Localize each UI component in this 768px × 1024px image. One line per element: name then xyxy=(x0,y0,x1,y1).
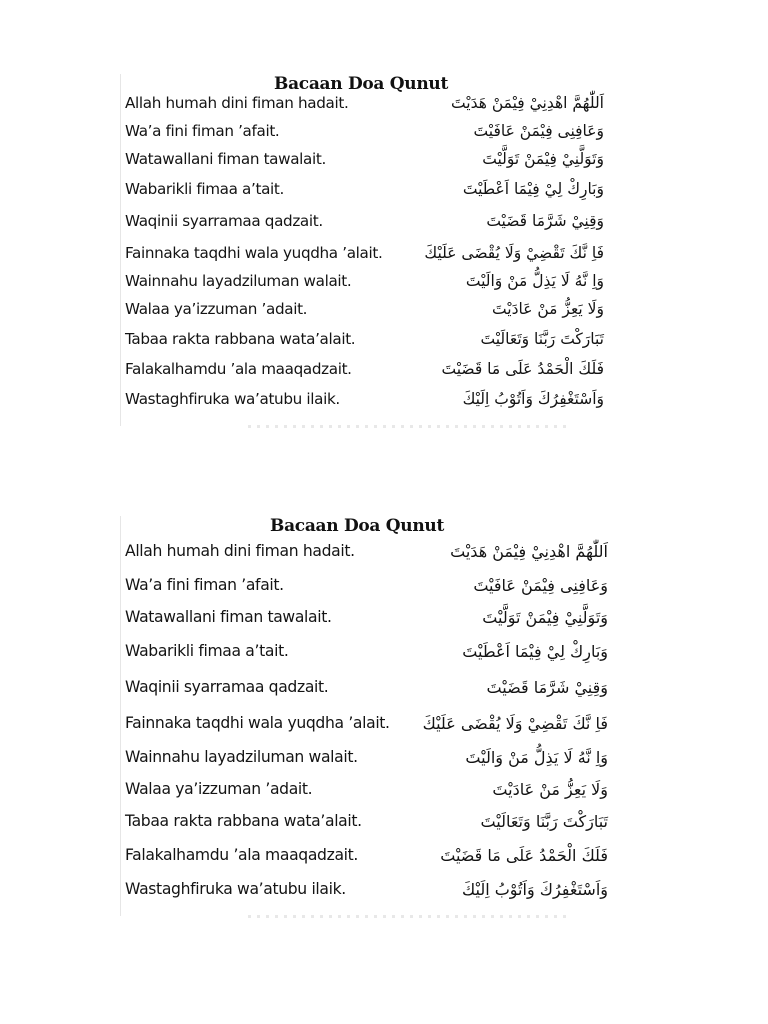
prayer-line xyxy=(120,212,608,238)
arabic-text: تَبَارَكْتَ رَبَّنَا وَتَعَالَيْتَ xyxy=(480,330,604,348)
arabic-text: فَلَكَ الْحَمْدُ عَلَى مَا قَضَيْتَ xyxy=(441,360,604,378)
prayer-line xyxy=(120,542,608,568)
transliteration-text: Wastaghfiruka wa’atubu ilaik. xyxy=(125,880,346,898)
prayer-line xyxy=(120,330,608,356)
doa-qunut-panel-top xyxy=(120,74,608,426)
prayer-line xyxy=(120,244,608,270)
arabic-text: وَاِ نَّهُ لَا يَذِلُّ مَنْ وَالَيْتَ xyxy=(465,748,608,767)
doa-qunut-panel-bottom xyxy=(120,516,608,916)
arabic-text: وَعَافِنِى فِيْمَنْ عَافَيْتَ xyxy=(473,576,608,595)
transliteration-text: Falakalhamdu ’ala maaqadzait. xyxy=(125,846,358,864)
scan-artifact xyxy=(248,425,568,428)
transliteration-text: Walaa ya’izzuman ’adait. xyxy=(125,300,308,318)
transliteration-text: Watawallani fiman tawalait. xyxy=(125,150,326,168)
transliteration-text: Watawallani fiman tawalait. xyxy=(125,608,332,626)
arabic-text: فَاِ نَّكَ تَقْضِيْ وَلَا يُقْضَى عَلَيْكَ xyxy=(422,714,608,733)
transliteration-text: Tabaa rakta rabbana wata’alait. xyxy=(125,812,362,830)
arabic-text: وَتَوَلَّنِيْ فِيْمَنْ تَوَلَّيْتَ xyxy=(482,150,604,168)
prayer-line xyxy=(120,642,608,668)
prayer-line xyxy=(120,714,608,740)
prayer-line xyxy=(120,180,608,206)
transliteration-text: Tabaa rakta rabbana wata’alait. xyxy=(125,330,356,348)
transliteration-text: Allah humah dini fiman hadait. xyxy=(125,542,355,560)
arabic-text: وَاَسْتَغْفِرُكَ وَاَتُوْبُ اِلَيْكَ xyxy=(462,390,604,408)
transliteration-text: Wainnahu layadziluman walait. xyxy=(125,272,352,290)
panel-title: Bacaan Doa Qunut xyxy=(270,516,444,536)
arabic-text: فَاِ نَّكَ تَقْضِيْ وَلَا يُقْضَى عَلَيْكَ xyxy=(424,244,604,262)
prayer-line xyxy=(120,880,608,906)
transliteration-text: Wa’a fini fiman ’afait. xyxy=(125,122,280,140)
transliteration-text: Wastaghfiruka wa’atubu ilaik. xyxy=(125,390,340,408)
transliteration-text: Waqinii syarramaa qadzait. xyxy=(125,212,323,230)
prayer-line xyxy=(120,608,608,634)
arabic-text: وَاَسْتَغْفِرُكَ وَاَتُوْبُ اِلَيْكَ xyxy=(462,880,608,899)
arabic-text: وَقِنِيْ شَرَّمَا قَضَيْتَ xyxy=(486,678,608,697)
arabic-text: تَبَارَكْتَ رَبَّنَا وَتَعَالَيْتَ xyxy=(480,812,608,831)
arabic-text: وَبَارِكْ لِيْ فِيْمَا اَعْطَيْتَ xyxy=(462,180,604,198)
prayer-line xyxy=(120,360,608,386)
prayer-line xyxy=(120,150,608,176)
prayer-line xyxy=(120,576,608,602)
prayer-line xyxy=(120,272,608,298)
prayer-line xyxy=(120,846,608,872)
arabic-text: وَلَا يَعِزُّ مَنْ عَادَيْتَ xyxy=(492,780,608,799)
arabic-text: وَبَارِكْ لِيْ فِيْمَا اَعْطَيْتَ xyxy=(462,642,608,661)
arabic-text: وَتَوَلَّنِيْ فِيْمَنْ تَوَلَّيْتَ xyxy=(482,608,608,627)
prayer-line xyxy=(120,812,608,838)
panel-title: Bacaan Doa Qunut xyxy=(274,74,448,94)
arabic-text: وَاِ نَّهُ لَا يَذِلُّ مَنْ وَالَيْتَ xyxy=(465,272,604,290)
transliteration-text: Falakalhamdu ’ala maaqadzait. xyxy=(125,360,352,378)
arabic-text: اَللّٰهُمَّ اهْدِنِيْ فِيْمَنْ هَدَيْتَ xyxy=(450,542,608,561)
arabic-text: وَلَا يَعِزُّ مَنْ عَادَيْتَ xyxy=(492,300,604,318)
transliteration-text: Fainnaka taqdhi wala yuqdha ’alait. xyxy=(125,244,383,262)
transliteration-text: Walaa ya’izzuman ’adait. xyxy=(125,780,313,798)
prayer-line xyxy=(120,122,608,148)
prayer-line xyxy=(120,300,608,326)
prayer-line xyxy=(120,390,608,416)
prayer-line xyxy=(120,780,608,806)
transliteration-text: Wabarikli fimaa a’tait. xyxy=(125,180,284,198)
prayer-line xyxy=(120,678,608,704)
arabic-text: وَقِنِيْ شَرَّمَا قَضَيْتَ xyxy=(486,212,604,230)
arabic-text: فَلَكَ الْحَمْدُ عَلَى مَا قَضَيْتَ xyxy=(440,846,608,865)
transliteration-text: Allah humah dini fiman hadait. xyxy=(125,94,349,112)
arabic-text: وَعَافِنِى فِيْمَنْ عَافَيْتَ xyxy=(473,122,604,140)
prayer-line xyxy=(120,94,608,120)
transliteration-text: Wa’a fini fiman ’afait. xyxy=(125,576,284,594)
scan-artifact xyxy=(248,915,568,918)
prayer-line xyxy=(120,748,608,774)
transliteration-text: Fainnaka taqdhi wala yuqdha ’alait. xyxy=(125,714,390,732)
arabic-text: اَللّٰهُمَّ اهْدِنِيْ فِيْمَنْ هَدَيْتَ xyxy=(451,94,604,112)
transliteration-text: Wainnahu layadziluman walait. xyxy=(125,748,358,766)
transliteration-text: Waqinii syarramaa qadzait. xyxy=(125,678,329,696)
transliteration-text: Wabarikli fimaa a’tait. xyxy=(125,642,289,660)
